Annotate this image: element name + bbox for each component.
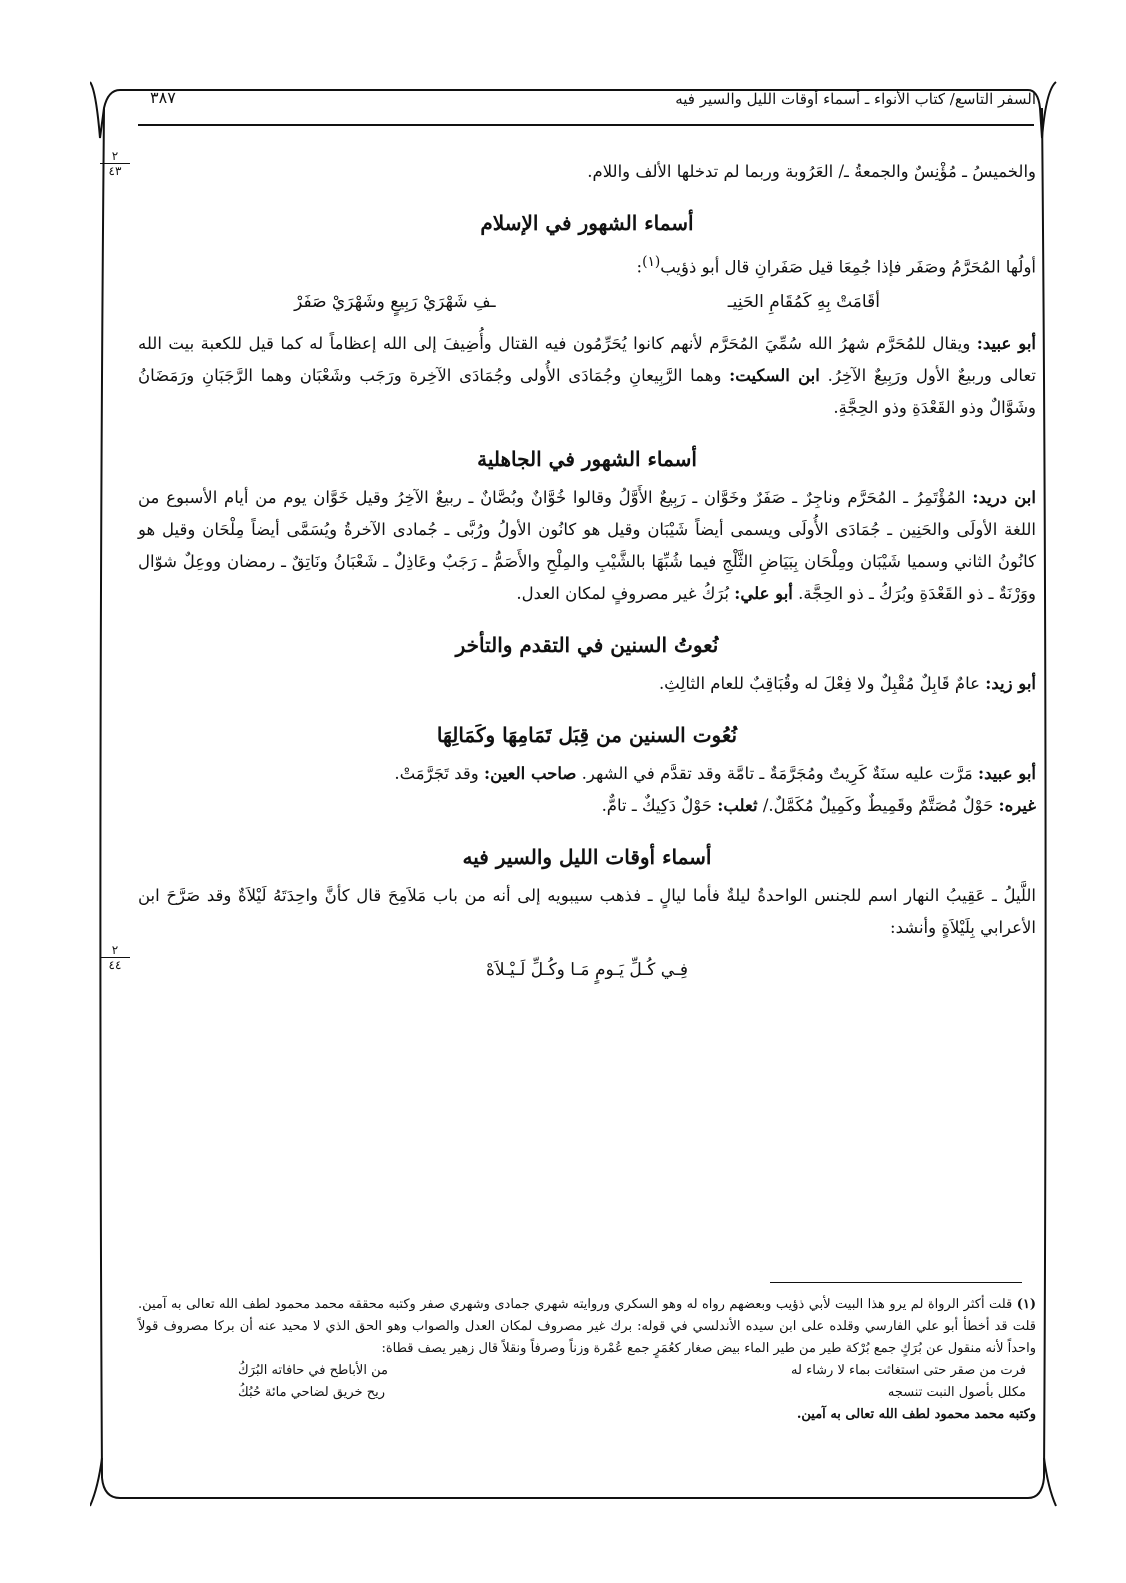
footnote-mark: (١) (1016, 1297, 1036, 1312)
speaker-name: أبو زيد: (985, 673, 1036, 693)
paragraph: أبو عبيد: ويقال للمُحَرَّم شهرُ الله سُمِّيَ المُحَرَّم لأنهم كانوا يُحَرِّمُون فيه القتال وأُضِيفَ إلى الله إعظاماً له كما قيل للكعبة بيت الله تعالى وربيعٌ الأول ورَبِيعٌ الآخِرُ. ابن السكيت: وهما الرَّبِيعانِ وجُمَادَى الأُولى وجُمَادَى الآخِرة ورَجَب وشَعْبَان وهما الرَّجَبَانِ ورَمَضَانُ وشَوَّالٌ وذو القَعْدَةِ وذو الحِجَّةِ. (138, 333, 1036, 417)
speaker-name: ثعلب: (717, 795, 758, 815)
speaker-name: غيره: (998, 795, 1036, 815)
verse-line (138, 286, 1036, 318)
section-heading: نُعُوت السنين من قِبَل تَمَامِهَا وكَمَالِهَا (436, 722, 738, 747)
footnote-verse: مكلل بأصول النبت تنسجه ريح خريق لضاحي مائة حُبُكُ (238, 1385, 1026, 1400)
footnote-verse: فرت من صقر حتى استغاثت بماء لا رشاء له من الأباطح في حافاته البُرَكُ (238, 1363, 1026, 1378)
section-heading: نُعوتُ السنين في التقدم والتأخر (455, 632, 719, 657)
footnote-mark: (١) (642, 254, 661, 270)
speaker-name: صاحب العين: (484, 763, 577, 783)
speaker-name: ابن دريد: (972, 487, 1036, 507)
footnote-rule (770, 1282, 1022, 1283)
running-header (138, 90, 1036, 116)
paragraph: أولُها المُحَرَّمُ وصَفَر فإذا جُمِعَا قيل صَفَرانِ قال أبو ذؤيب$^{(١)}$: (636, 254, 1036, 277)
speaker-name: أبو عبيد: (978, 763, 1036, 783)
verse-hemistich: أقَامَتْ بِهِ كَمُقَامِ الحَنِيـ (727, 291, 880, 312)
paragraph: غيره: حَوْلٌ مُصَتَّمٌ وقَمِيطٌ وكَمِيلٌ مُكَمَّلٌ./ ثعلب: حَوْلٌ دَكِيكٌ ـ تامٌّ. (601, 795, 1036, 815)
paragraph: أبو زيد: عامٌ قَابِلٌ مُقْبِلٌ ولا فِعْلَ له وقُبَاقِبٌ للعام الثالِثِ. (658, 673, 1036, 693)
header-rule (138, 124, 1034, 126)
paragraph: أبو عبيد: مَرَّت عليه سنَةٌ كَرِيتٌ ومُجَرَّمَةٌ ـ تامَّة وقد تقدَّم في الشهر. صاحب العين: وقد تَجَرَّمَتْ. (394, 763, 1036, 783)
intro-line: والخميسُ ـ مُؤْنِسٌ والجمعةُ ـ/ العَرُوبة وربما لم تدخلها الألف واللام. (587, 162, 1036, 181)
footnote-signoff: وكتبه محمد محمود لطف الله تعالى به آمين. (796, 1407, 1036, 1422)
footnote (138, 1294, 1036, 1426)
verse-line: فِـي كُـلِّ يَـومٍ مَـا وكُـلِّ لَـيْـلاَهْ (485, 959, 688, 980)
speaker-name: أبو عبيد: (976, 333, 1036, 353)
verse-hemistich: ـفِ شَهْرَيْ رَبِيعٍ وشَهْرَيْ صَفَرْ (294, 291, 496, 312)
section-heading: أسماء الشهور في الإسلام (480, 211, 694, 235)
section-heading: أسماء الشهور في الجاهلية (477, 446, 697, 471)
speaker-name: ابن السكيت: (729, 365, 820, 385)
header-title: السفر التاسع/ كتاب الأنواء ـ أسماء أوقات الليل والسير فيه (675, 90, 1036, 108)
main-text (138, 156, 1036, 996)
speaker-name: أبو علي: (734, 583, 793, 603)
paragraph: ابن دريد: المُؤْتَمِرُ ـ المُحَرَّم وناجِرٌ ـ صَفَرٌ وخَوَّان ـ رَبِيعٌ الأَوَّلُ وقالوا خُوَّانٌ وبُصَّانٌ ـ ربيعٌ الآخِرُ وقيل خَوَّان يوم من أيام الأسبوع من اللغة الأولَى والحَنِين ـ جُمَادَى الأُولَى ويسمى أيضاً شَيْبَان وقيل هو كانُون الأولُ ورُبَّى ـ جُمادى الآخرةُ ويُسَمَّى أيضاً مِلْحَان وقيل هو كانُونُ الثاني وسميا شَيْبَان ومِلْحَان بِبَيَاضِ الثَّلْجِ فيما شُبِّهَا بالشَّيْبِ والمِلْحِ والأَصَمُّ ـ رَجَبٌ وعَاذِلٌ ـ شَعْبَانُ ونَاتِقٌ ـ رمضان ووعِلٌ شوّال ووَرْنَةٌ ـ ذو القَعْدَةِ وبُرَكُ ـ ذو الحِجَّة. أبو علي: بُرَكُ غير مصروفٍ لمكان العدل. (138, 487, 1036, 603)
page-number: ٣٨٧ (150, 88, 176, 107)
footnote-text: (١) قلت أكثر الرواة لم يرو هذا البيت لأبي ذؤيب وبعضهم رواه له وهو السكري وروايته شهري جمادى وشهري صفر وكتبه محققه محمد محمود لطف الله تعالى به آمين. قلت قد أخطأ أبو علي الفارسي وقلده على ابن سيده الأندلسي في قوله: برك غير مصروف لمكان العدل والصواب وهو الحق الذي لا محيد عنه أن بركا مصروف قولاً واحداً لأنه منقول عن بُرَكٍ جمع بُرْكة طير من طير الماء بيض صغار كعُمَرٍ جمع عُمْرة وزناً وصرفاً ونقلاً قال زهير يصف قطاة: (138, 1297, 1036, 1356)
section-heading: أسماء أوقات الليل والسير فيه (462, 844, 712, 869)
margin-folio-note: ٢ ٤٣ (100, 150, 130, 177)
paragraph: اللَّيلُ ـ عَقِيبُ النهار اسم للجنس الواحدةُ ليلةٌ فأما ليالٍ ـ فذهب سيبويه إلى أنه من باب مَلاَمِحَ قال كأنَّ واحِدَتَهُ لَيْلاَةٌ وقد صَرَّحَ ابن الأعرابي بِلَيْلاَةٍ وأنشد: (138, 885, 1036, 937)
margin-folio-note: ٢ ٤٤ (100, 944, 130, 971)
